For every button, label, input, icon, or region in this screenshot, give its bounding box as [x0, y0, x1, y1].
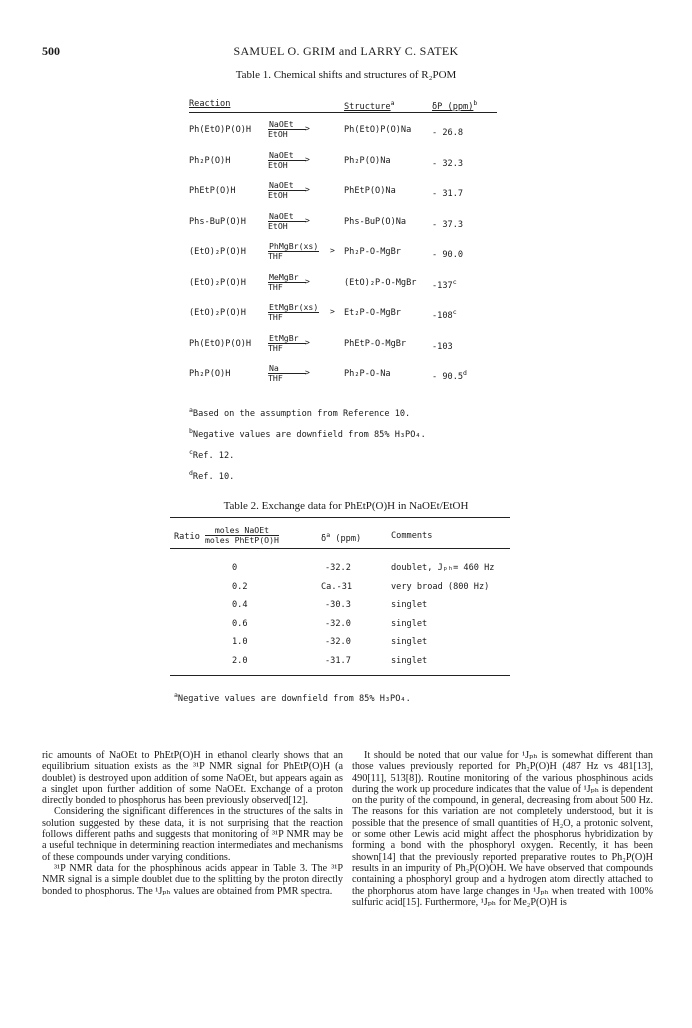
table1-reagent: NaOEt	[268, 120, 306, 130]
table1-footnote-d: $^d$Ref. 10.	[189, 469, 235, 482]
table2-top-rule	[170, 517, 510, 518]
table1-header-reaction: Reaction	[189, 99, 231, 109]
table1-footnote-b: $^b$Negative values are downfield from 85% H₃PO₄.	[189, 427, 426, 440]
table2-ratio: 1.0	[232, 637, 248, 647]
table2-ratio: 0.6	[232, 618, 248, 629]
table1-solvent: THF	[268, 281, 283, 292]
table1-product: PhEtP-O-MgBr	[344, 338, 407, 349]
table1-shift: -137$^c$	[432, 277, 457, 291]
table1-caption: Table 1. Chemical shifts and structures of R₂POM	[235, 69, 457, 81]
table1-reactant: Phs-BuP(O)H	[189, 216, 246, 227]
table2-header-ratio-fraction: moles NaOEt moles PhEtP(O)H	[205, 525, 279, 545]
body-right-column	[352, 750, 653, 908]
table1-shift: -103	[432, 341, 453, 352]
table1-reactant: Ph₂P(O)H	[189, 155, 231, 166]
table2-ratio: 0	[232, 563, 238, 573]
body-paragraph: ric amounts of NaOEt to PhEtP(O)H in ethanol clearly shows that an equilibrium situation exists as the ³¹P NMR signal for PhEtP(O)H (a doublet) is destroyed upon addition of some NaOEt, but appears again as a singlet upon further addition of some NaOEt. Exchange of a proton directly bonded to phosphorus has been previously observed[12].	[42, 750, 343, 807]
table1-reagent: EtMgBr(xs)	[269, 302, 319, 312]
table1-reagent: MeMgBr	[268, 273, 306, 283]
table1-product: Ph₂P-O-Na	[344, 369, 391, 379]
table1-reactant: (EtO)₂P(O)H	[189, 247, 246, 257]
table1-shift: - 26.8	[432, 128, 464, 138]
table1-solvent: EtOH	[268, 159, 288, 170]
table1-solvent: THF	[268, 342, 283, 353]
table2-header-comments: Comments	[391, 531, 433, 541]
table2-shift: -32.0	[325, 618, 351, 629]
table2-header-shift: $\delta^a$ (ppm)	[321, 531, 362, 544]
table2-header-rule	[170, 548, 510, 549]
reaction-arrow-icon: >	[330, 246, 335, 255]
body-paragraph: ³¹P NMR data for the phosphinous acids appear in Table 3. The ³¹P NMR signal is a simple doublet due to the splitting by the proton directly bonded to phosphorus. The ¹Jₚₕ values are obtained from PMR spectra.	[42, 862, 343, 897]
table1-product: Ph₂P-O-MgBr	[344, 247, 401, 257]
table1-shift: - 90.0	[432, 250, 464, 260]
table2-comment: doublet, Jₚₕ= 460 Hz	[391, 563, 495, 573]
table1-product: Ph₂P(O)Na	[344, 155, 391, 166]
table2-footnote: $^a$Negative values are downfield from 85% H₃PO₄.	[174, 691, 411, 704]
table1-product: Ph(EtO)P(O)Na	[344, 125, 412, 135]
reaction-arrow-icon: >	[305, 337, 310, 347]
table1-shift: - 31.7	[432, 189, 464, 199]
table1-reactant: (EtO)₂P(O)H	[189, 277, 246, 288]
table1-shift: - 90.5$^d$	[432, 369, 467, 382]
table2-comment: singlet	[391, 637, 428, 647]
table2-ratio: 0.2	[232, 581, 248, 592]
table1-shift: - 32.3	[432, 158, 464, 169]
table2-shift: -32.0	[325, 637, 351, 647]
table1-reactant: Ph(EtO)P(O)H	[189, 125, 252, 135]
table2-comment: singlet	[391, 600, 428, 610]
reaction-arrow-icon: >	[305, 185, 310, 194]
table1-reagent: NaOEt	[268, 181, 306, 191]
page-number: 500	[42, 44, 60, 58]
table2-bottom-rule	[170, 675, 510, 676]
table1-reactant: Ph₂P(O)H	[189, 369, 231, 379]
table2-comment: singlet	[391, 655, 428, 666]
table1-footnote-c: $^c$Ref. 12.	[189, 448, 235, 461]
table1-reagent: Na	[268, 364, 306, 374]
table2-comment: singlet	[391, 618, 428, 629]
table1-product: Et₂P-O-MgBr	[344, 308, 401, 318]
table1-solvent: THF	[268, 312, 283, 322]
reaction-arrow-icon: >	[305, 124, 310, 133]
table1-reagent: EtMgBr	[268, 334, 306, 344]
table1-reactant: PhEtP(O)H	[189, 186, 236, 196]
table2-header-ratio-label: Ratio	[174, 532, 200, 542]
body-paragraph: Considering the significant differences in the structures of the salts in solution suggested by these data, it is not surprising that the reaction follows different paths and suggests that monitoring of ³¹P NMR may be a useful technique in determining reaction intermediates and mechanisms of these compounds under varying conditions.	[42, 806, 343, 863]
reaction-arrow-icon: >	[305, 154, 310, 164]
body-left-column	[42, 750, 343, 897]
reaction-arrow-icon: >	[330, 307, 335, 316]
table2-ratio: 2.0	[232, 655, 248, 666]
table2-shift: -31.7	[325, 655, 351, 666]
table2-shift: -32.2	[325, 563, 351, 573]
table1-shift: - 37.3	[432, 219, 464, 230]
table2-caption: Table 2. Exchange data for PhEtP(O)H in NaOEt/EtOH	[223, 500, 469, 512]
table2-shift: -30.3	[325, 600, 351, 610]
table1-solvent: THF	[268, 373, 283, 383]
table1-reactant: (EtO)₂P(O)H	[189, 308, 246, 318]
table1-product: Phs-BuP(O)Na	[344, 216, 407, 227]
table1-product: (EtO)₂P-O-MgBr	[344, 277, 417, 288]
reaction-arrow-icon: >	[305, 276, 310, 286]
table1-solvent: EtOH	[268, 220, 288, 231]
body-paragraph: It should be noted that our value for ¹Jₚₕ is somewhat different than those values previously reported for Ph₂P(O)H (487 Hz vs 481[13], 490[11], 513[8]). Routine monitoring of the various phosphinous acids during the work up procedure indicates that the value of ¹Jₚₕ is dependent on the purity of the compound, in general, decreasing from about 500 Hz. The reasons for this variation are not completely understood, but it is possible that the presence of small quantities of H₂O, a protonic solvent, or some other Lewis acid might affect the phosphorus hybridization by forming a bond with the phosphoryl oxygen. Recently, it has been shown[14] that the previously reported preparative routes to Ph₂P(O)H results in an impurity of Ph₂P(O)OH. We have observed that compounds containing a phosphoryl group and a hydrogen atom directly attached to the phorphorus atom have large changes in ¹Jₚₕ when treated with 100% sulfuric acid[15]. Furthermore, ¹Jₚₕ for Me₂P(O)H is	[352, 750, 653, 908]
reaction-arrow-icon: >	[305, 368, 310, 377]
table1-header-shift: δP (ppm)$^b$	[432, 99, 478, 112]
table1-solvent: EtOH	[268, 129, 288, 139]
reaction-arrow-icon: >	[305, 215, 310, 225]
running-head: SAMUEL O. GRIM and LARRY C. SATEK	[233, 44, 459, 58]
table1-solvent: EtOH	[268, 190, 288, 200]
table1-shift: -108$^c$	[432, 308, 457, 321]
table2-ratio: 0.4	[232, 600, 248, 610]
table1-solvent: THF	[268, 251, 283, 261]
table1-reagent: PhMgBr(xs)	[269, 241, 319, 251]
table1-footnote-a: $^a$Based on the assumption from Reference 10.	[189, 406, 411, 419]
table1-reagent: NaOEt	[268, 151, 306, 161]
table1-reactant: Ph(EtO)P(O)H	[189, 338, 252, 349]
table2-comment: very broad (800 Hz)	[391, 581, 490, 592]
table1-header-structure: Structure$^a$	[344, 99, 395, 112]
table1-reagent: NaOEt	[268, 212, 306, 222]
table2-shift: Ca.-31	[321, 581, 353, 592]
table1-product: PhEtP(O)Na	[344, 186, 396, 196]
